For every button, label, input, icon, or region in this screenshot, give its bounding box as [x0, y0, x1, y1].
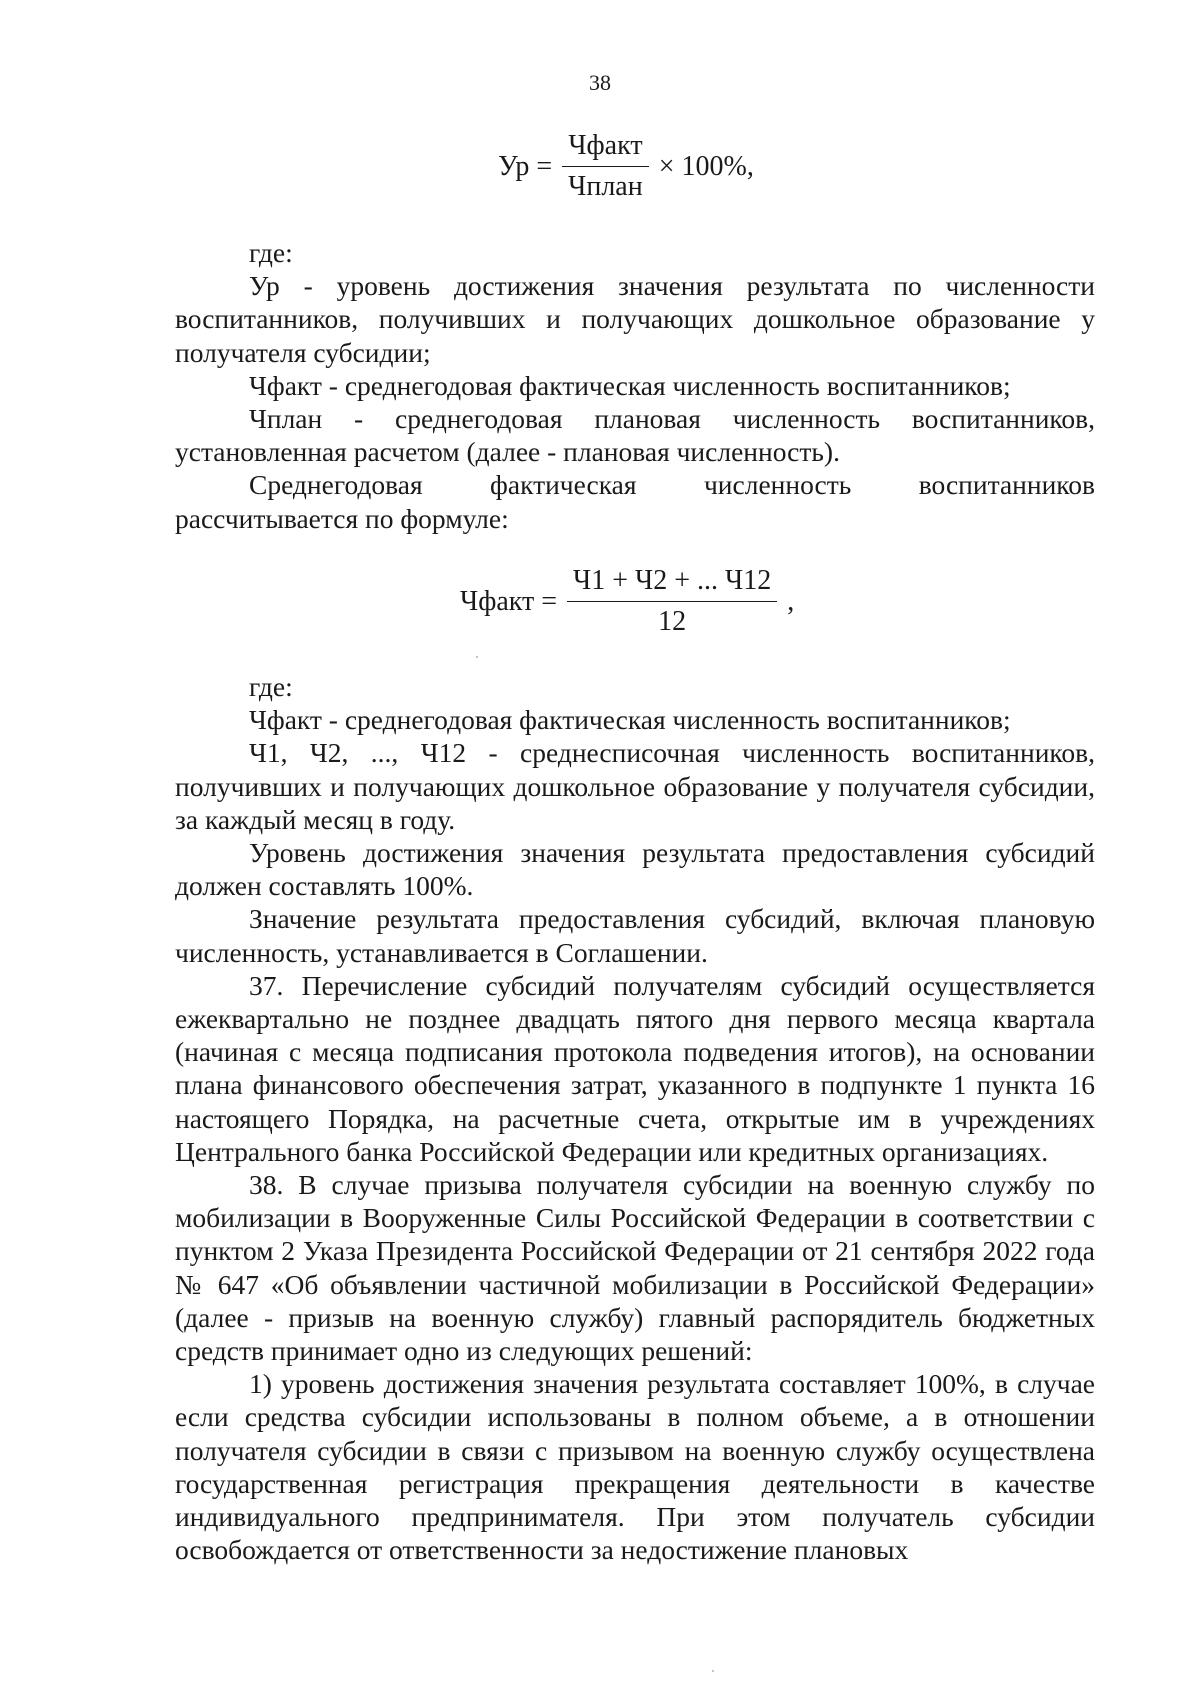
- formula-lhs: Ур =: [498, 150, 553, 182]
- paragraph: Значение результата предоставления субсидий, включая плановую численность, устанавливается в Соглашении.: [175, 903, 1095, 968]
- formula-average-count: [460, 565, 794, 638]
- where-label: где:: [249, 237, 293, 268]
- formula-rhs: ,: [787, 585, 795, 617]
- paragraph: 1) уровень достижения значения результата составляет 100%, в случае если средства субсидии использованы в полном объеме, а в отношении получателя субсидии в связи с призывом на военную службу осуществлена государственная регистрация прекращения деятельности в качестве индивидуального предпринимателя. При этом получатель субсидии освобождается от ответственности за недостижение плановых: [175, 1368, 1095, 1566]
- text-block-2: [175, 670, 1095, 1566]
- formula-numerator: Ч1 + Ч2 + ... Ч12: [567, 565, 777, 602]
- paragraph: 37. Перечисление субсидий получателям субсидий осуществляется ежеквартально не позднее двадцать пятого дня первого месяца квартала (начиная с месяца подписания протокола подведения итогов), на основании плана финансового обеспечения затрат, указанного в подпункте 1 пункта 16 настоящего Порядка, на расчетные счета, открытые им в учреждениях Центрального банка Российской Федерации или кредитных организациях.: [175, 969, 1095, 1167]
- formula-rhs: × 100%,: [658, 150, 754, 182]
- paragraph: Среднегодовая фактическая численность воспитанников рассчитывается по формуле:: [175, 469, 1095, 534]
- page-number: 38: [589, 70, 611, 95]
- scan-speck: [476, 656, 478, 658]
- formula-numerator: Чфакт: [562, 130, 648, 167]
- paragraph: Чфакт - среднегодовая фактическая численность воспитанников;: [249, 369, 1011, 401]
- paragraph: Чплан - среднегодовая плановая численность воспитанников, установленная расчетом (далее - плановая численность).: [175, 403, 1095, 468]
- formula-lhs: Чфакт =: [460, 585, 558, 617]
- paragraph: Ч1, Ч2, ..., Ч12 - среднесписочная численность воспитанников, получивших и получающих дошкольное образование у получателя субсидии, за каждый месяц в году.: [175, 737, 1095, 835]
- formula-denominator: 12: [658, 606, 687, 637]
- formula-achievement-level: [498, 130, 754, 203]
- where-label: где:: [249, 671, 293, 702]
- paragraph: Ур - уровень достижения значения результата по численности воспитанников, получивших и получающих дошкольное образование у получателя субсидии;: [175, 270, 1095, 368]
- formula-fraction: [562, 130, 649, 203]
- paragraph: 38. В случае призыва получателя субсидии на военную службу по мобилизации в Вооруженные Силы Российской Федерации в соответствии с пунктом 2 Указа Президента Российской Федерации от 21 сентября 2022 года № 647 «Об объявлении частичной мобилизации в Российской Федерации» (далее - призыв на военную службу) главный распорядитель бюджетных средств принимает одно из следующих решений:: [175, 1169, 1095, 1367]
- scan-speck: [712, 1670, 714, 1672]
- paragraph: Чфакт - среднегодовая фактическая численность воспитанников;: [249, 704, 1011, 736]
- formula-fraction: [567, 565, 777, 638]
- paragraph: Уровень достижения значения результата предоставления субсидий должен составлять 100%.: [175, 837, 1095, 902]
- formula-denominator: Чплан: [568, 171, 643, 202]
- text-block-1: [175, 236, 1095, 535]
